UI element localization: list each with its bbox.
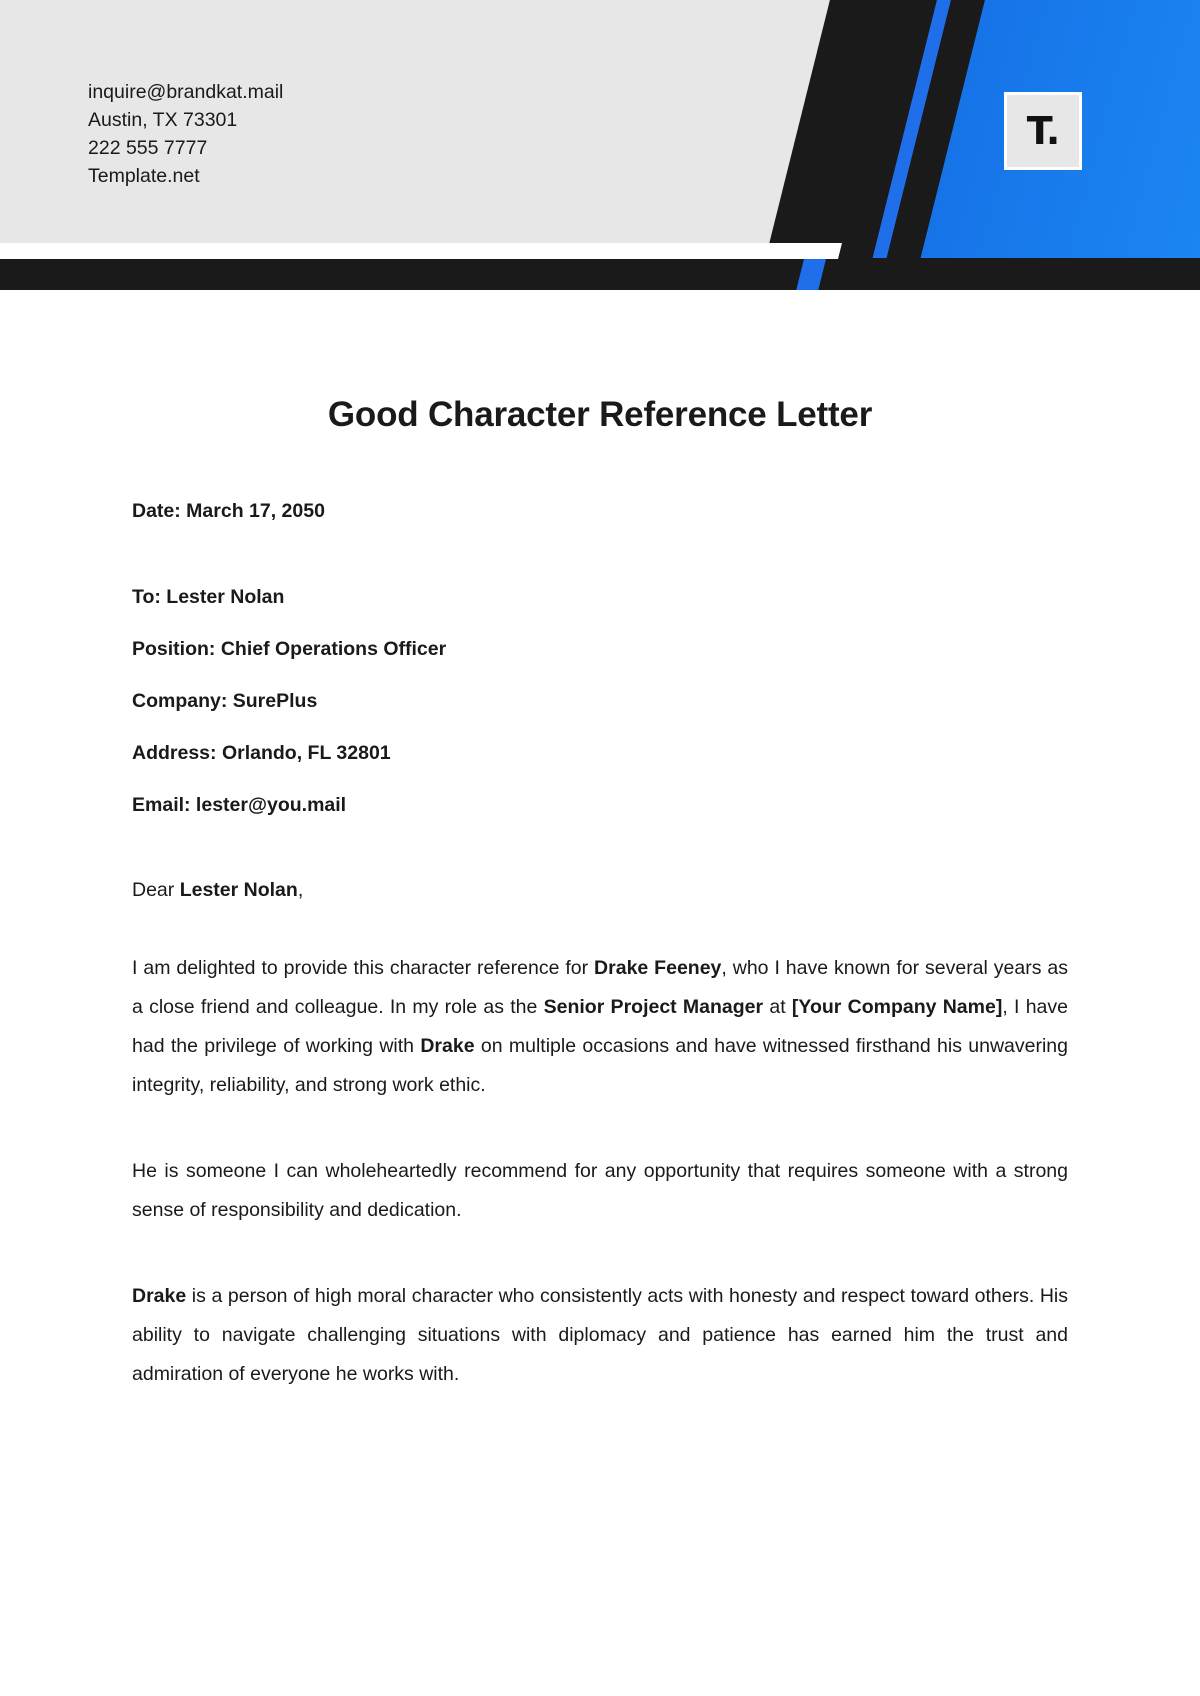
letterhead-header	[0, 0, 1200, 290]
p1-b1: Drake Feeney	[594, 957, 722, 979]
page-title: Good Character Reference Letter	[327, 395, 873, 434]
p1-b3: [Your Company Name]	[791, 996, 1003, 1018]
p1-s1: I am delighted to provide this character reference for	[132, 957, 595, 979]
date-line: Date: March 17, 2050	[132, 500, 325, 522]
letter-meta	[132, 499, 1068, 817]
contact-address: Austin, TX 73301	[88, 109, 238, 131]
logo-monogram-text: T.	[1026, 109, 1060, 153]
p1-b4: Drake	[420, 1035, 475, 1057]
p1-s5: on multiple occasions and have witnessed firsthand his unwavering integrity, reliability, and strong work ethic.	[132, 1035, 1068, 1096]
header-bottom-bar	[0, 258, 1200, 290]
p2-s1: He is someone I can wholeheartedly recommend for any opportunity that requires someone with a strong sense of responsibility and dedication.	[132, 1160, 1068, 1221]
p3-s1: is a person of high moral character who consistently acts with honesty and respect toward others. His ability to navigate challenging situations with diplomacy and patience has earned him the trust and admiration of everyone he works with.	[132, 1285, 1068, 1385]
contact-email: inquire@brandkat.mail	[88, 81, 284, 103]
salutation-prefix: Dear	[132, 879, 180, 901]
p1-s2: , who I have known for several years as a close friend and colleague. In my role as the	[132, 957, 1069, 1018]
contact-phone: 222 555 7777	[88, 137, 208, 159]
recipient-email: Email: lester@you.mail	[132, 794, 347, 816]
recipient-position: Position: Chief Operations Officer	[132, 638, 447, 660]
recipient-to: To: Lester Nolan	[132, 586, 285, 608]
recipient-company: Company: SurePlus	[132, 690, 318, 712]
p1-s3: at	[763, 996, 792, 1018]
contact-website: Template.net	[88, 165, 200, 187]
recipient-address: Address: Orlando, FL 32801	[132, 742, 391, 764]
p3-b1: Drake	[132, 1285, 187, 1307]
p1-b2: Senior Project Manager	[543, 996, 764, 1018]
header-white-gap	[0, 243, 842, 259]
paragraph-2	[132, 1152, 1068, 1230]
salutation-suffix: ,	[297, 879, 304, 901]
paragraph-1	[132, 949, 1068, 1105]
letter-body	[0, 290, 1200, 1394]
brand-logo	[1004, 92, 1082, 170]
salutation	[132, 879, 1068, 902]
p1-s4: , I have had the privilege of working with	[132, 996, 1068, 1057]
salutation-name: Lester Nolan	[179, 879, 298, 901]
paragraph-3	[132, 1277, 1068, 1394]
contact-block	[88, 78, 283, 190]
